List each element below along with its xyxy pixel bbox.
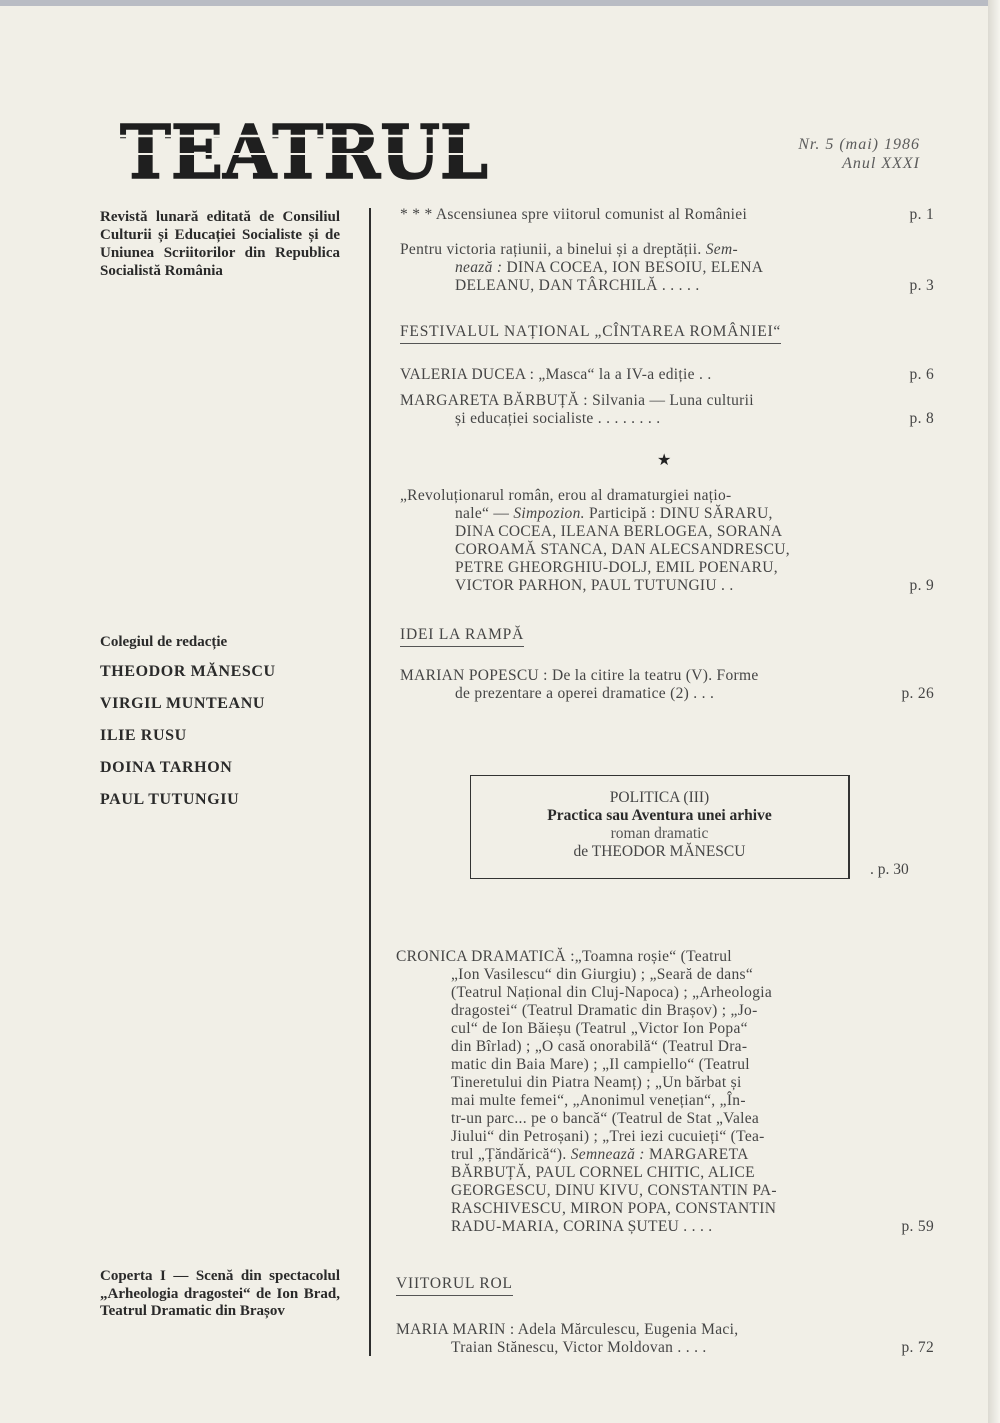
toc-entry-title: MARGARETA BĂRBUȚĂ : Silvania — Luna culturii <box>400 392 754 409</box>
toc-entry-title: * * * Ascensiunea spre viitorul comunist al României <box>400 206 748 223</box>
toc-authors: GEORGESCU, DINU KIVU, CONSTANTIN PA- <box>451 1182 777 1199</box>
toc-authors: RASCHIVESCU, MIRON POPA, CONSTANTIN <box>451 1200 777 1217</box>
toc-authors: Traian Stănescu, Victor Moldovan . . . . <box>451 1339 707 1356</box>
cronica-line: CRONICA DRAMATICĂ :„Toamna roșie“ (Teatrul <box>396 948 732 965</box>
toc-page-number: p. 59 <box>901 1218 934 1235</box>
toc-entry-genre: Simpozion. <box>513 505 585 522</box>
toc-signs-label: nează : <box>455 259 503 276</box>
feature-subtitle: Practica sau Aventura unei arhive <box>547 807 772 824</box>
cronica-line: matic din Baia Mare) ; „Il campiello“ (Teatrul <box>451 1056 750 1073</box>
cronica-line: „Ion Vasilescu“ din Giurgiu) ; „Seară de dans“ <box>451 966 754 983</box>
section-heading-idei: IDEI LA RAMPĂ <box>400 626 524 647</box>
cronica-line: din Bîrlad) ; „O casă onorabilă“ (Teatrul Dra- <box>451 1038 748 1055</box>
board-member: PAUL TUTUNGIU <box>100 791 240 808</box>
toc-page-number: p. 1 <box>909 206 934 223</box>
toc-page-number: p. 8 <box>909 410 934 427</box>
feature-title: POLITICA (III) <box>609 789 710 806</box>
toc-entry <box>400 667 934 703</box>
section-heading-viitorul: VIITORUL ROL <box>396 1275 513 1296</box>
toc-entry-title: și educației socialiste . . . . . . . . <box>455 410 661 427</box>
cronica-line: Jiului“ din Petroșani) ; „Trei iezi cucuieți“ (Tea- <box>451 1128 765 1145</box>
board-member: DOINA TARHON <box>100 759 233 776</box>
board-member: VIRGIL MUNTEANU <box>100 695 266 712</box>
board-member: THEODOR MĂNESCU <box>100 663 276 680</box>
column-divider <box>369 208 371 1356</box>
toc-entry-cronica <box>396 948 934 1236</box>
toc-authors: COROAMĂ STANCA, DAN ALECSANDRESCU, <box>455 541 790 558</box>
toc-entry-title: „Revoluționarul român, erou al dramaturgiei națio- <box>400 487 732 504</box>
toc-page-number: p. 9 <box>909 577 934 594</box>
editorial-board-heading: Colegiul de redacție <box>100 634 228 650</box>
masthead-title: TEATRUL <box>120 112 488 192</box>
toc-page-number: . p. 30 <box>870 861 909 878</box>
toc-signs-label: Sem- <box>705 241 738 258</box>
toc-authors: VICTOR PARHON, PAUL TUTUNGIU . . <box>455 577 734 594</box>
cronica-line: trul „Țăndărică“). <box>451 1146 567 1163</box>
toc-page-number: p. 72 <box>901 1339 934 1356</box>
toc-participants-label: Participă : DINU SĂRARU, <box>589 505 773 522</box>
toc-authors: MARGARETA <box>648 1146 749 1163</box>
cronica-line: mai multe femei“, „Anonimul venețian“, „În- <box>451 1092 746 1109</box>
cronica-line: (Teatrul Național din Cluj-Napoca) ; „Arheologia <box>451 984 773 1001</box>
toc-authors: PETRE GHEORGHIU-DOLJ, EMIL POENARU, <box>455 559 778 576</box>
section-heading-festival: FESTIVALUL NAȚIONAL „CÎNTAREA ROMÂNIEI“ <box>400 323 781 344</box>
feature-genre: roman dramatic <box>610 825 709 842</box>
editorial-board-list <box>100 663 345 823</box>
board-member: ILIE RUSU <box>100 727 187 744</box>
page-top-edge <box>0 0 1000 6</box>
toc-authors: RADU-MARIA, CORINA ȘUTEU . . . . <box>451 1218 713 1235</box>
toc-entry-title: nale“ — <box>455 505 510 522</box>
publisher-blurb: Revistă lunară editată de Consiliul Culturii și Educației Socialiste și de Uniunea Scriitorilor din Republica Socialistă România <box>100 209 340 279</box>
toc-entry-title: VALERIA DUCEA : „Masca“ la a IV-a ediție . . <box>400 366 712 383</box>
toc-entry-title: MARIAN POPESCU : De la citire la teatru (V). Forme <box>400 667 759 684</box>
toc-page-number: p. 6 <box>909 366 934 383</box>
star-separator-icon: ★ <box>657 452 672 469</box>
toc-entry <box>400 206 934 224</box>
toc-entry-title: de prezentare a operei dramatice (2) . . . <box>455 685 715 702</box>
cover-note: Coperta I — Scenă din spectacolul „Arheologia dragostei“ de Ion Brad, Teatrul Dramatic din Brașov <box>100 1268 340 1319</box>
toc-page-number: p. 3 <box>909 277 934 294</box>
issue-year: Anul XXXI <box>842 155 920 172</box>
toc-entry <box>400 366 934 384</box>
toc-authors: DINA COCEA, ILEANA BERLOGEA, SORANA <box>455 523 783 540</box>
masthead-logo <box>118 112 490 192</box>
cronica-line: dragostei“ (Teatrul Dramatic din Brașov) ; „Jo- <box>451 1002 758 1019</box>
page-right-edge <box>988 0 1000 1423</box>
politica-feature-box <box>470 775 850 879</box>
cronica-line: Tineretului din Piatra Neamț) ; „Un bărbat și <box>451 1074 742 1091</box>
issue-info <box>760 135 920 173</box>
toc-entry-title: Pentru victoria rațiunii, a binelui și a dreptății. <box>400 241 702 258</box>
feature-author: de THEODOR MĂNESCU <box>573 843 746 860</box>
toc-authors: DINA COCEA, ION BESOIU, ELENA <box>506 259 764 276</box>
toc-authors: DELEANU, DAN TÂRCHILĂ . . . . . <box>455 277 700 294</box>
issue-number: Nr. 5 (mai) 1986 <box>798 136 920 153</box>
toc-entry <box>400 392 934 428</box>
toc-page-number: p. 26 <box>901 685 934 702</box>
cronica-line: cul“ de Ion Băieșu (Teatrul „Victor Ion Popa“ <box>451 1020 748 1037</box>
toc-entry-title: MARIA MARIN : Adela Mărculescu, Eugenia Maci, <box>396 1321 739 1338</box>
toc-authors: BĂRBUȚĂ, PAUL CORNEL CHITIC, ALICE <box>451 1164 755 1181</box>
toc-signs-label: Semnează : <box>570 1146 645 1163</box>
cronica-line: tr-un parc... pe o bancă“ (Teatrul de Stat „Valea <box>451 1110 760 1127</box>
toc-entry <box>396 1321 934 1357</box>
toc-entry <box>400 241 934 295</box>
toc-entry <box>400 487 934 595</box>
